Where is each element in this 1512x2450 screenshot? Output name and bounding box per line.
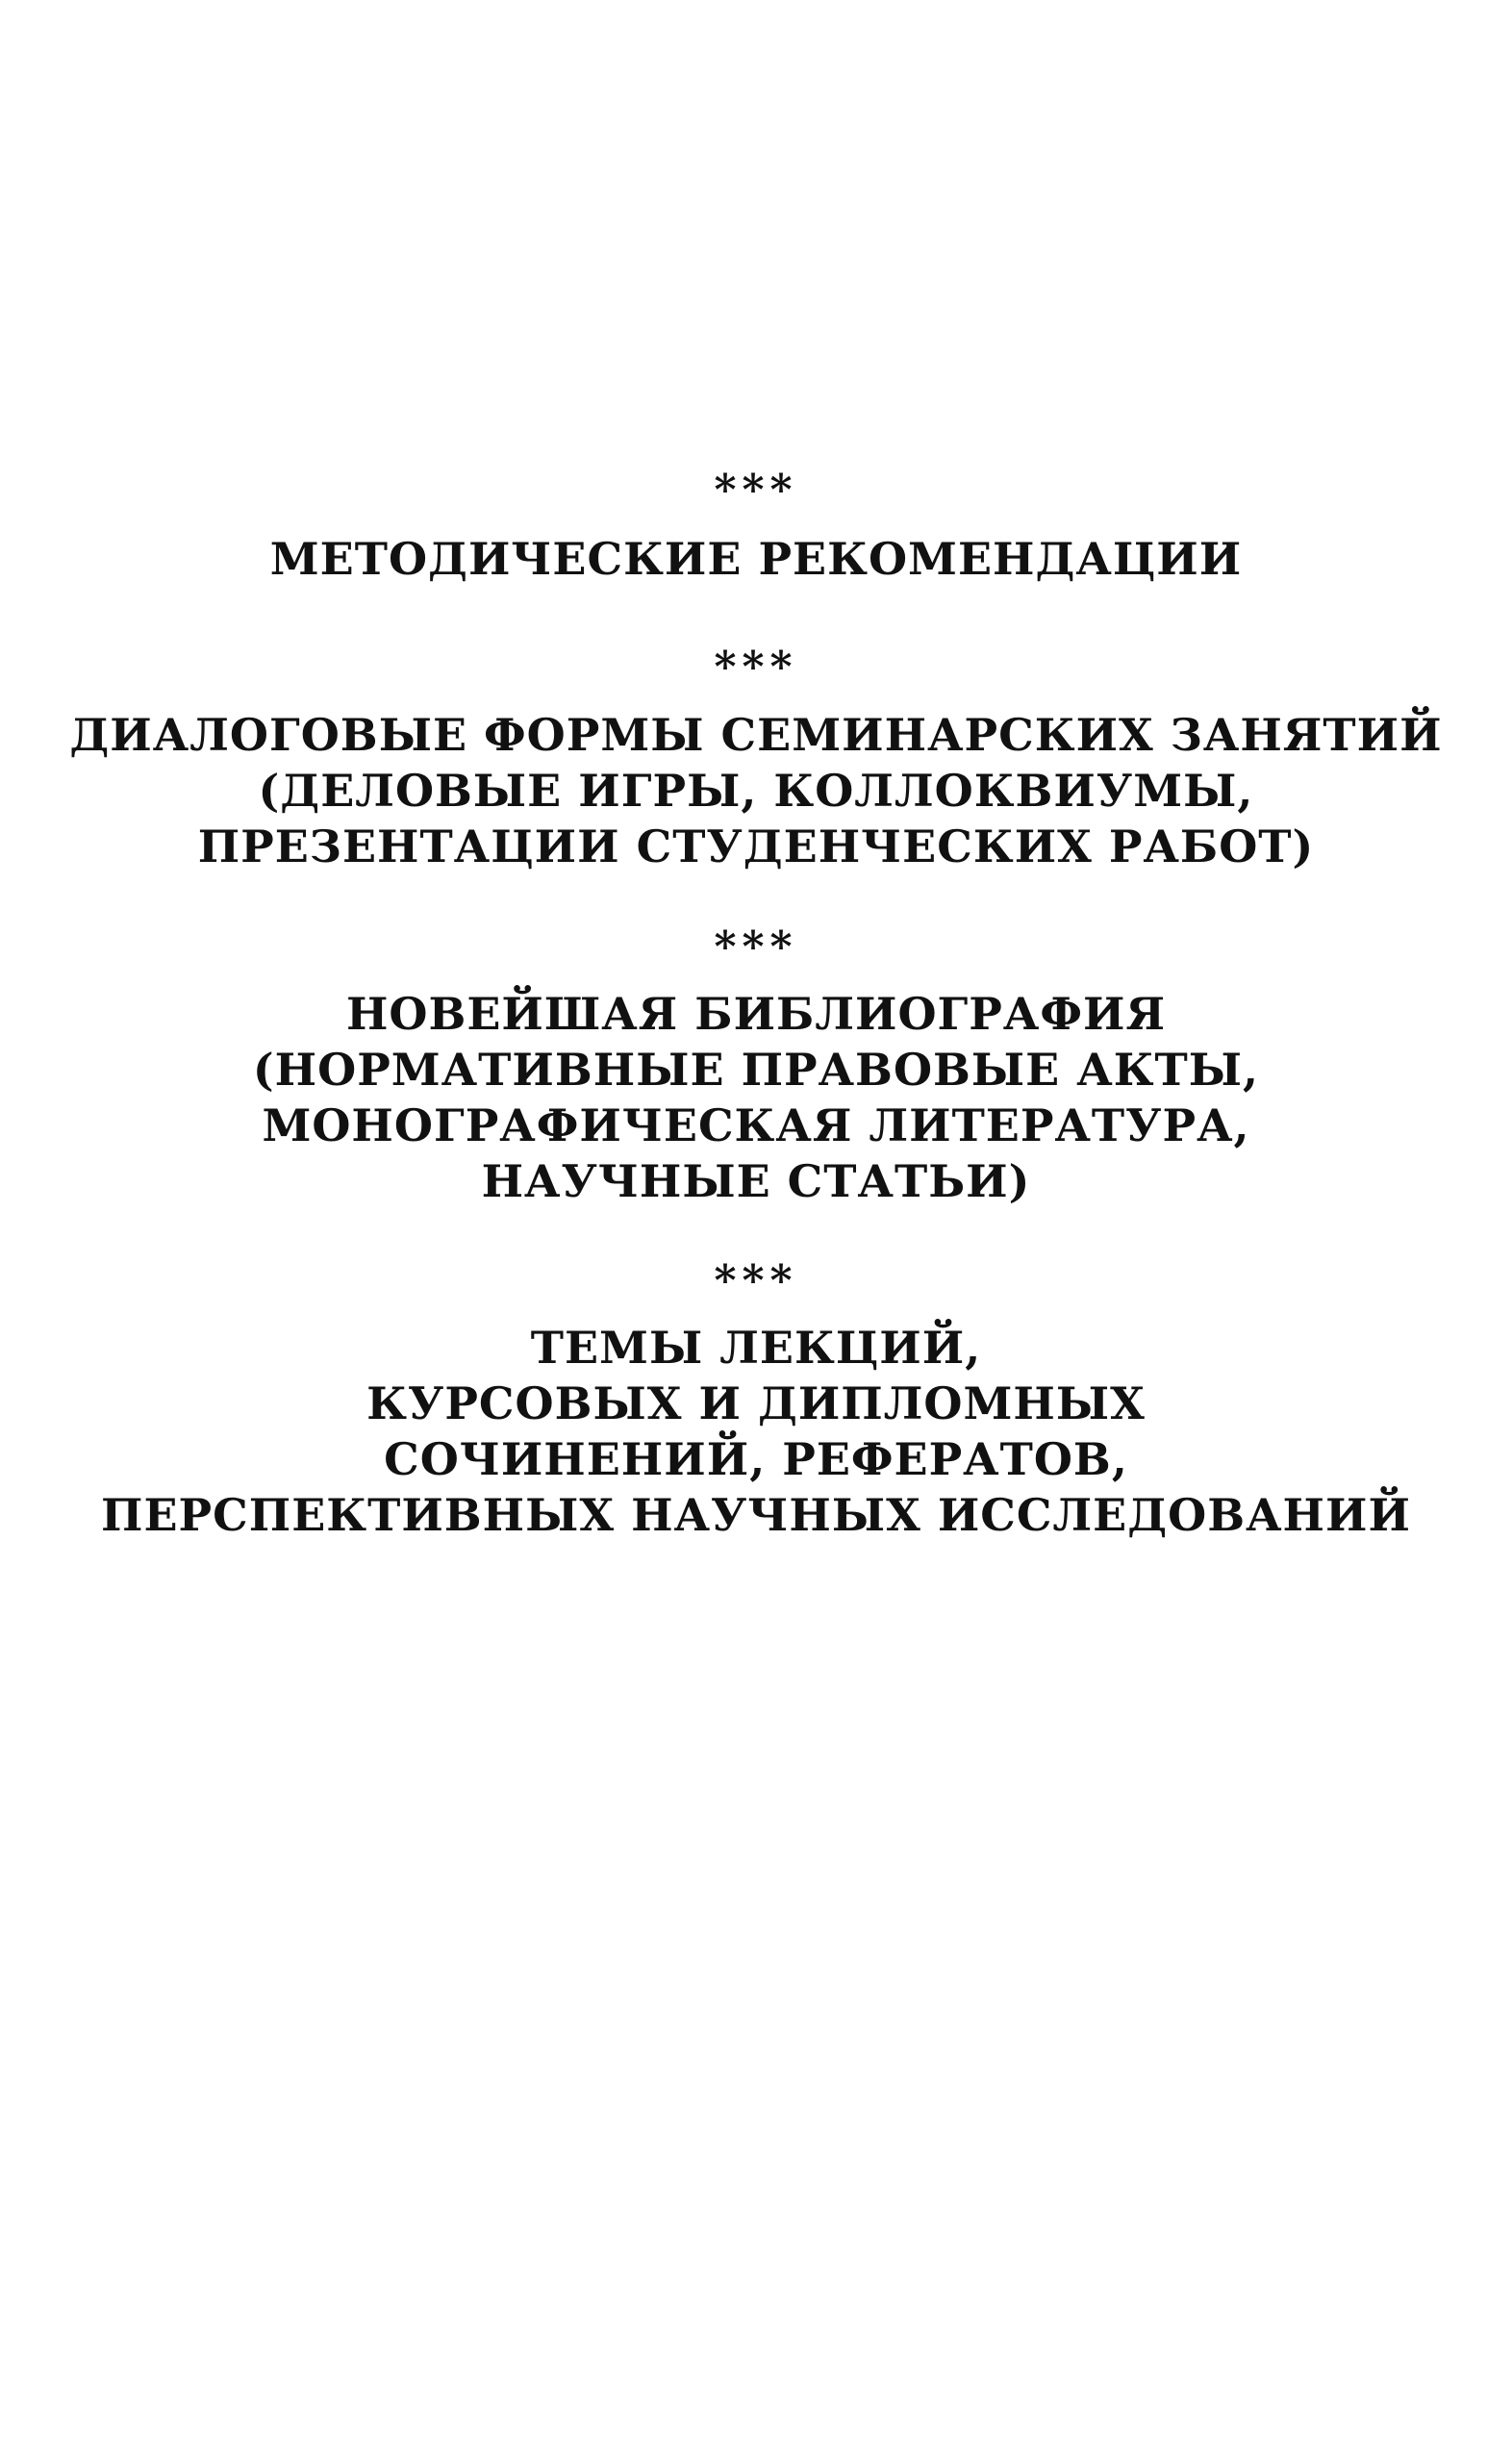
heading-line: ПЕРСПЕКТИВНЫХ НАУЧНЫХ ИССЛЕДОВАНИЙ	[101, 1489, 1411, 1541]
heading-line: НОВЕЙШАЯ БИБЛИОГРАФИЯ	[345, 988, 1167, 1040]
heading-line: ДИАЛОГОВЫЕ ФОРМЫ СЕМИНАРСКИХ ЗАНЯТИЙ	[69, 709, 1443, 761]
section-dialog-forms	[0, 707, 1512, 874]
separator-stars: ***	[714, 922, 798, 972]
heading-line: СОЧИНЕНИЙ, РЕФЕРАТОВ,	[384, 1433, 1128, 1485]
section-heading	[0, 986, 1512, 1209]
separator-stars: ***	[714, 1256, 798, 1305]
section-heading	[0, 1320, 1512, 1543]
section-bibliography	[0, 986, 1512, 1209]
heading-line: (ДЕЛОВЫЕ ИГРЫ, КОЛЛОКВИУМЫ,	[258, 765, 1254, 817]
heading-line: ТЕМЫ ЛЕКЦИЙ,	[530, 1322, 982, 1374]
heading-line: КУРСОВЫХ И ДИПЛОМНЫХ	[366, 1377, 1146, 1429]
separator-stars: ***	[714, 466, 798, 515]
section-heading	[0, 531, 1512, 587]
section-topics	[0, 1320, 1512, 1543]
heading-line: (НОРМАТИВНЫЕ ПРАВОВЫЕ АКТЫ,	[252, 1044, 1260, 1096]
separator-stars: ***	[714, 643, 798, 692]
heading-line: ПРЕЗЕНТАЦИИ СТУДЕНЧЕСКИХ РАБОТ)	[197, 821, 1315, 872]
heading-line: МЕТОДИЧЕСКИЕ РЕКОМЕНДАЦИИ	[269, 533, 1243, 585]
section-heading	[0, 707, 1512, 874]
section-methodical-recommendations	[0, 531, 1512, 587]
heading-line: МОНОГРАФИЧЕСКАЯ ЛИТЕРАТУРА,	[262, 1099, 1250, 1151]
heading-line: НАУЧНЫЕ СТАТЬИ)	[481, 1155, 1031, 1207]
